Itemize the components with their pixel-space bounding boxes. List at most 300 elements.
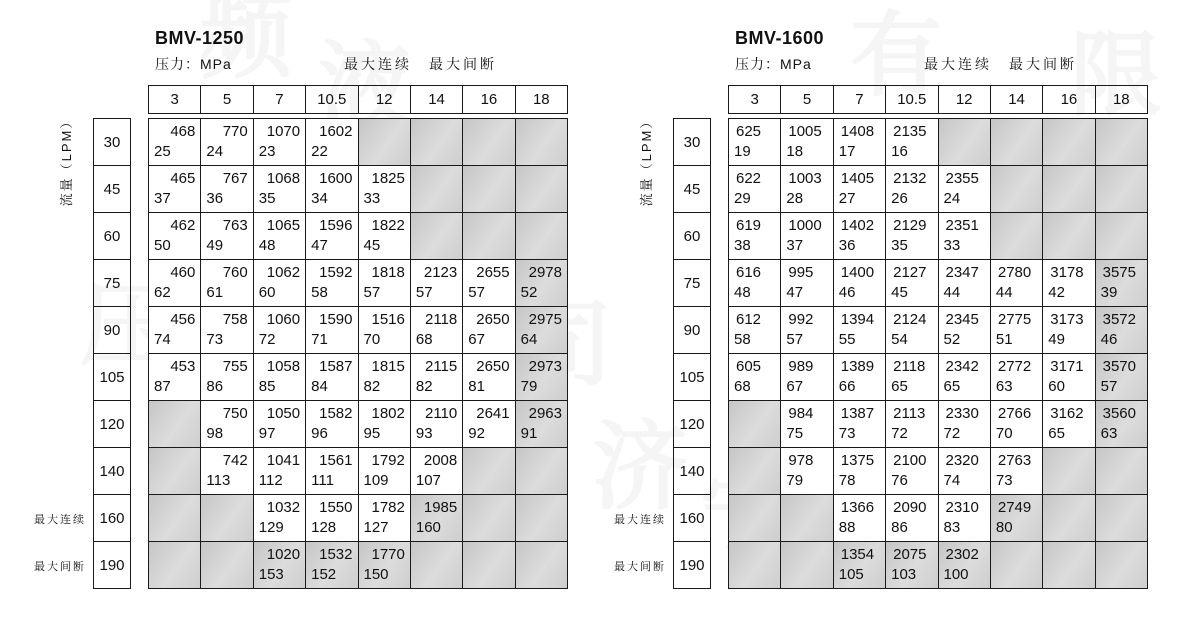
speed-value: 113 [206,472,231,489]
value-cell [254,213,306,260]
torque-value: 465 [170,170,196,187]
speed-value: 73 [206,331,224,348]
speed-value: 65 [1048,425,1065,442]
value-cell [306,260,358,307]
flow-row-label: 90 [94,307,131,354]
speed-value: 129 [258,519,284,536]
speed-value: 73 [838,425,856,442]
pressure-header-row [148,85,568,114]
speed-value: 58 [311,284,328,301]
torque-value: 3560 [1102,405,1136,422]
torque-value: 1000 [788,217,822,234]
torque-value: 984 [788,405,814,422]
speed-value: 58 [734,331,751,348]
speed-value: 62 [154,284,171,301]
torque-value: 2963 [528,405,562,422]
value-cell [991,260,1043,307]
value-cell [781,260,833,307]
torque-value: 2129 [893,217,927,234]
max-continuous-intermittent-note: 最大连续 最大间断 [344,56,497,72]
torque-value: 2347 [945,264,979,281]
value-cell [886,401,938,448]
speed-value: 84 [311,378,328,395]
speed-value: 57 [468,284,485,301]
pressure-unit-label: 压力：MPa [735,56,812,72]
value-cell [729,354,781,401]
speed-value: 24 [206,143,224,160]
speed-value: 86 [206,378,224,395]
value-cell [834,401,886,448]
max-continuous-intermittent-note: 最大连续 最大间断 [924,56,1077,72]
torque-value: 1366 [840,499,875,516]
value-cell [834,542,886,589]
speed-value: 72 [258,331,276,348]
value-cell [939,166,991,213]
torque-value: 2650 [476,358,510,375]
torque-value: 1375 [840,452,875,469]
empty-cell [463,495,515,542]
value-cell [254,448,306,495]
speed-value: 111 [311,472,334,489]
speed-value: 37 [786,237,804,254]
pressure-header-cell: 16 [1043,86,1095,114]
speed-value: 70 [995,425,1013,442]
speed-value: 19 [734,143,751,160]
value-cell [886,354,938,401]
speed-value: 75 [786,425,804,442]
value-cell [359,495,411,542]
torque-value: 2655 [476,264,510,281]
torque-value: 742 [222,452,248,469]
value-cell [359,213,411,260]
pressure-header-cell: 18 [1096,86,1148,114]
pressure-header-row [728,85,1148,114]
value-cell [149,213,201,260]
speed-value: 27 [838,190,856,207]
speed-value: 57 [1100,378,1118,395]
value-cell [254,542,306,589]
value-cell [201,307,253,354]
speed-value: 44 [995,284,1013,301]
flow-row-label: 140 [674,448,711,495]
speed-value: 49 [206,237,224,254]
speed-value: 49 [1048,331,1065,348]
empty-cell [1096,166,1148,213]
value-cell [516,307,568,354]
torque-value: 2780 [997,264,1032,281]
speed-value: 127 [363,519,389,536]
speed-value: 45 [891,284,908,301]
value-cell [1043,354,1095,401]
torque-value: 2100 [893,452,927,469]
torque-value: 2302 [945,546,979,563]
empty-cell [516,166,568,213]
torque-value: 2766 [997,405,1032,422]
torque-value: 2320 [945,452,979,469]
value-cell [254,354,306,401]
torque-value: 619 [736,217,762,234]
torque-value: 3570 [1102,358,1136,375]
torque-value: 468 [170,123,196,140]
value-cell [939,213,991,260]
value-cell [411,401,463,448]
value-cell [991,495,1043,542]
value-cell [729,166,781,213]
torque-value: 1802 [371,405,405,422]
speed-value: 160 [415,519,441,536]
empty-cell [1096,495,1148,542]
speed-value: 112 [258,472,283,489]
torque-value: 992 [788,311,814,328]
speed-value: 80 [995,519,1013,536]
torque-value: 1815 [371,358,405,375]
value-cell [1043,401,1095,448]
value-cell [516,401,568,448]
speed-value: 52 [943,331,961,348]
data-grid [148,118,568,589]
pressure-header-cell: 18 [516,86,568,114]
empty-cell [411,119,463,166]
value-cell [306,495,358,542]
torque-value: 2113 [893,405,926,422]
value-cell [463,401,515,448]
value-cell [886,213,938,260]
torque-value: 2650 [476,311,510,328]
empty-cell [781,495,833,542]
torque-value: 3171 [1050,358,1084,375]
speed-value: 65 [943,378,961,395]
empty-cell [411,213,463,260]
value-cell [834,166,886,213]
speed-value: 60 [258,284,276,301]
table-bmv-1600 [580,0,1175,617]
value-cell [939,354,991,401]
value-cell [254,166,306,213]
torque-value: 1600 [319,170,353,187]
value-cell [781,307,833,354]
torque-value: 1050 [266,405,301,422]
empty-cell [359,119,411,166]
flow-row-label: 30 [674,119,711,166]
speed-value: 16 [891,143,908,160]
torque-value: 453 [170,358,196,375]
flow-row-label: 90 [674,307,711,354]
torque-value: 2355 [945,170,979,187]
value-cell [991,354,1043,401]
speed-value: 103 [891,566,917,583]
value-cell [886,495,938,542]
speed-value: 36 [838,237,856,254]
empty-cell [991,213,1043,260]
speed-value: 128 [311,519,337,536]
flow-row-label: 190 [674,542,711,589]
data-grid [728,118,1148,589]
flow-row-label: 75 [674,260,711,307]
torque-value: 989 [788,358,814,375]
empty-cell [463,542,515,589]
torque-value: 1602 [319,123,353,140]
empty-cell [1043,448,1095,495]
speed-value: 74 [154,331,171,348]
flow-row-label: 160 [94,495,131,542]
torque-value: 1020 [266,546,301,563]
speed-value: 152 [311,566,337,583]
value-cell [886,166,938,213]
value-cell [834,119,886,166]
torque-value: 2978 [528,264,562,281]
torque-value: 460 [170,264,196,281]
torque-value: 2763 [997,452,1032,469]
torque-value: 2090 [893,499,927,516]
torque-value: 758 [222,311,248,328]
torque-value: 3173 [1050,311,1084,328]
speed-value: 83 [943,519,961,536]
speed-value: 65 [891,378,908,395]
speed-value: 63 [1100,425,1118,442]
speed-value: 48 [258,237,276,254]
torque-value: 1005 [788,123,822,140]
empty-cell [1043,213,1095,260]
speed-value: 71 [311,331,328,348]
speed-value: 88 [838,519,856,536]
value-cell [201,119,253,166]
torque-value: 1405 [840,170,875,187]
torque-value: 755 [222,358,248,375]
torque-value: 456 [170,311,196,328]
value-cell [411,495,463,542]
speed-value: 36 [206,190,224,207]
torque-value: 2124 [893,311,927,328]
torque-value: 1003 [788,170,822,187]
value-cell [463,307,515,354]
speed-value: 74 [943,472,961,489]
torque-value: 1058 [266,358,301,375]
value-cell [201,448,253,495]
empty-cell [729,401,781,448]
torque-value: 750 [222,405,248,422]
value-cell [939,448,991,495]
speed-value: 33 [943,237,961,254]
value-cell [991,448,1043,495]
speed-value: 39 [1100,284,1118,301]
value-cell [149,119,201,166]
empty-cell [729,495,781,542]
flow-axis-label: 流量（LPM） [59,113,74,207]
speed-value: 46 [838,284,856,301]
speed-value: 98 [206,425,224,442]
speed-value: 51 [995,331,1013,348]
speed-value: 66 [838,378,856,395]
empty-cell [1043,119,1095,166]
row-side-label: 最大间断 [614,561,666,573]
flow-label-column [93,118,131,589]
speed-value: 72 [891,425,908,442]
speed-value: 35 [258,190,276,207]
value-cell [411,448,463,495]
empty-cell [149,401,201,448]
value-cell [886,119,938,166]
value-cell [834,354,886,401]
value-cell [729,119,781,166]
speed-value: 50 [154,237,171,254]
torque-value: 2775 [997,311,1032,328]
value-cell [306,119,358,166]
torque-value: 2342 [945,358,979,375]
speed-value: 85 [258,378,276,395]
empty-cell [1096,542,1148,589]
value-cell [201,213,253,260]
torque-value: 1400 [840,264,875,281]
empty-cell [149,542,201,589]
speed-value: 33 [363,190,381,207]
empty-cell [939,119,991,166]
value-cell [834,448,886,495]
speed-value: 54 [891,331,908,348]
value-cell [729,307,781,354]
torque-value: 622 [736,170,762,187]
value-cell [781,213,833,260]
speed-value: 150 [363,566,389,583]
torque-value: 1770 [371,546,405,563]
empty-cell [1043,542,1095,589]
torque-value: 2135 [893,123,927,140]
speed-value: 72 [943,425,961,442]
speed-value: 93 [415,425,433,442]
value-cell [886,260,938,307]
value-cell [149,260,201,307]
torque-value: 3575 [1102,264,1136,281]
torque-value: 2127 [893,264,927,281]
pressure-header-cell: 10.5 [306,86,358,114]
empty-cell [516,213,568,260]
empty-cell [1043,495,1095,542]
torque-value: 1825 [371,170,405,187]
speed-value: 68 [415,331,433,348]
torque-value: 1985 [423,499,458,516]
flow-row-label: 140 [94,448,131,495]
torque-value: 2123 [423,264,458,281]
speed-value: 153 [258,566,284,583]
empty-cell [463,119,515,166]
torque-value: 1587 [319,358,353,375]
torque-value: 2749 [997,499,1032,516]
flow-row-label: 105 [674,354,711,401]
value-cell [254,495,306,542]
value-cell [254,401,306,448]
row-side-label: 最大间断 [34,561,86,573]
value-cell [149,166,201,213]
value-cell [1096,307,1148,354]
flow-row-label: 75 [94,260,131,307]
torque-value: 2641 [476,405,510,422]
speed-value: 91 [520,425,538,442]
value-cell [516,354,568,401]
speed-value: 109 [363,472,389,489]
speed-value: 105 [838,566,864,583]
torque-value: 1041 [266,452,301,469]
empty-cell [991,542,1043,589]
empty-cell [201,495,253,542]
speed-value: 79 [786,472,804,489]
empty-cell [463,448,515,495]
torque-value: 2075 [893,546,927,563]
speed-value: 63 [995,378,1013,395]
value-cell [939,401,991,448]
value-cell [359,166,411,213]
value-cell [149,354,201,401]
speed-value: 38 [734,237,751,254]
torque-value: 1408 [840,123,875,140]
value-cell [254,260,306,307]
speed-value: 87 [154,378,171,395]
pressure-header-cell: 5 [781,86,833,114]
torque-value: 625 [736,123,762,140]
torque-value: 1402 [840,217,875,234]
value-cell [463,354,515,401]
torque-value: 2132 [893,170,927,187]
torque-value: 1389 [840,358,875,375]
torque-value: 1561 [319,452,353,469]
empty-cell [729,448,781,495]
speed-value: 67 [468,331,485,348]
value-cell [306,307,358,354]
value-cell [781,401,833,448]
speed-value: 45 [363,237,381,254]
speed-value: 82 [363,378,381,395]
torque-value: 1060 [266,311,301,328]
pressure-unit-label: 压力：MPa [155,56,232,72]
value-cell [254,307,306,354]
speed-value: 64 [520,331,538,348]
flow-label-column [673,118,711,589]
torque-value: 1822 [371,217,405,234]
empty-cell [729,542,781,589]
torque-value: 616 [736,264,762,281]
pressure-header-cell: 3 [729,86,781,114]
empty-cell [463,213,515,260]
empty-cell [149,495,201,542]
speed-value: 23 [258,143,276,160]
speed-value: 76 [891,472,908,489]
value-cell [939,542,991,589]
speed-value: 44 [943,284,961,301]
empty-cell [1096,119,1148,166]
flow-row-label: 45 [94,166,131,213]
value-cell [834,260,886,307]
torque-value: 2345 [945,311,979,328]
speed-value: 68 [734,378,751,395]
value-cell [939,495,991,542]
value-cell [201,166,253,213]
torque-value: 2118 [424,311,458,328]
speed-value: 52 [520,284,538,301]
torque-value: 2351 [945,217,979,234]
torque-value: 1032 [266,499,301,516]
value-cell [834,213,886,260]
speed-value: 61 [206,284,224,301]
torque-value: 1590 [319,311,353,328]
value-cell [991,401,1043,448]
value-cell [886,542,938,589]
empty-cell [991,119,1043,166]
torque-value: 1792 [371,452,405,469]
speed-value: 96 [311,425,328,442]
empty-cell [516,119,568,166]
pressure-header-cell: 10.5 [886,86,938,114]
torque-value: 2310 [945,499,979,516]
value-cell [886,307,938,354]
pressure-header-cell: 12 [359,86,411,114]
